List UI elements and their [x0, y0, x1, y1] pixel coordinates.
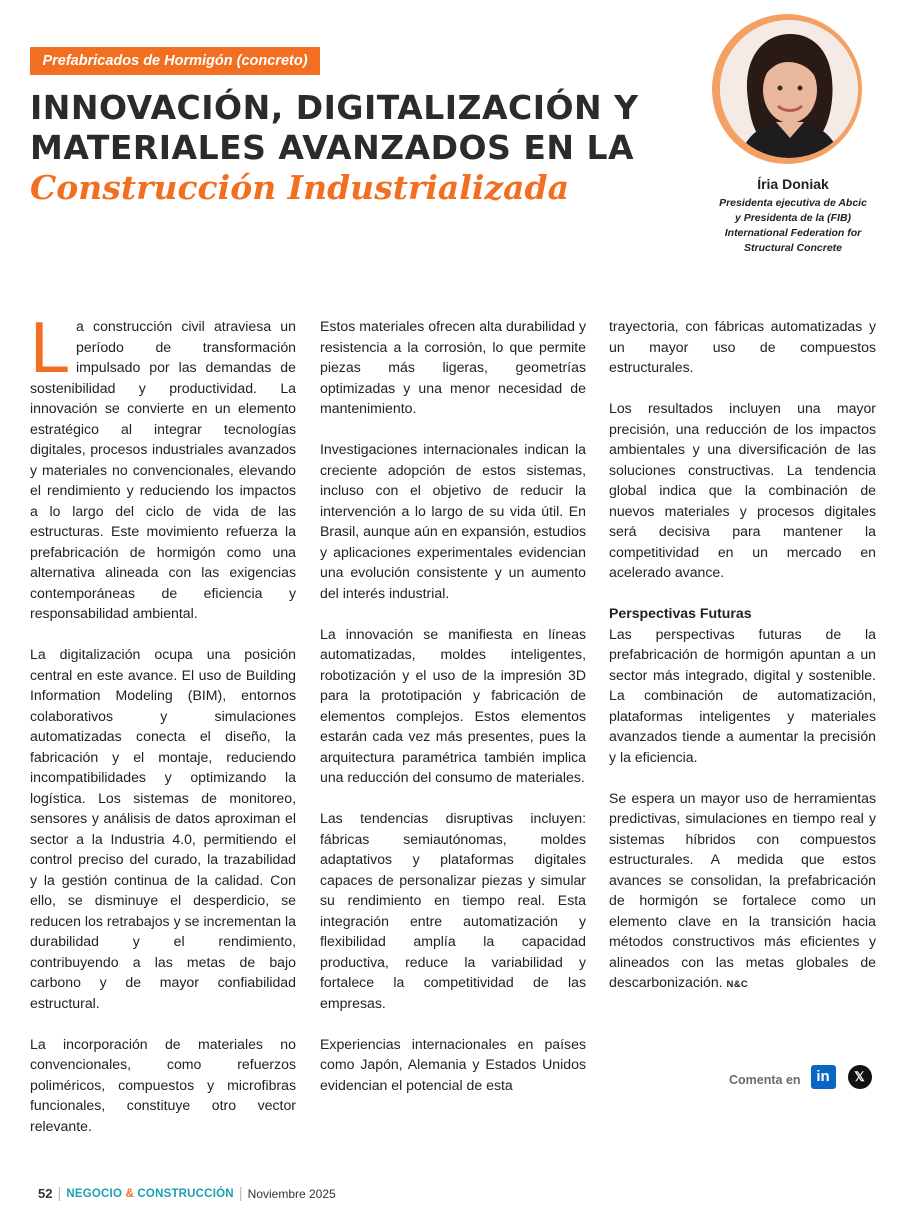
x-icon[interactable]: 𝕏 [848, 1065, 872, 1089]
headline-accent-line: Construcción Industrializada [30, 168, 569, 207]
footer-divider: | [57, 1185, 62, 1202]
author-role-line: y Presidenta de la (FIB) [734, 212, 852, 224]
article-column-1 [30, 308, 296, 1157]
headline-line-2: MATERIALES AVANZADOS EN LA [30, 128, 635, 167]
author-role [700, 196, 886, 256]
magazine-name [66, 1188, 233, 1200]
article-headline [30, 88, 670, 208]
section-tag: Prefabricados de Hormigón (concreto) [30, 47, 320, 75]
article-paragraph: La incorporación de materiales no convencionales, como refuerzos poliméricos, compuestos y microfibras funcionales, constituye otro vector relevante. [30, 1035, 296, 1134]
article-paragraph: La digitalización ocupa una posición central en este avance. El uso de Building Information Modeling (BIM), entornos colaborativos y simulaciones automatizadas conecta el diseño, la fabricación y el montaje, reduciendo incompatibilidades y optimizando la logística. Los sistemas de monitoreo, sensores y análisis de datos aproximan el sector a la Industria 4.0, permitiendo el control preciso del curado, la trazabilidad y la gestión continua de la calidad. Con ello, se disminuye el desperdicio, se reducen los retrabajos y se incrementan la durabilidad y el rendimiento, contribuyendo a las metas de bajo carbono y de mayor confiabilidad estructural. [30, 646, 296, 1011]
article-paragraph [609, 788, 876, 996]
issue-date: Noviembre 2025 [247, 1186, 336, 1201]
linkedin-icon[interactable]: in [811, 1065, 836, 1089]
magazine-name-amp: & [125, 1187, 135, 1200]
section-subheading: Perspectivas Futuras [609, 605, 752, 621]
author-photo-illustration [720, 20, 858, 158]
article-paragraph: La innovación se manifiesta en líneas automatizadas, moldes inteligentes, robotización y el uso de la impresión 3D para la prototipación y fabricación de elementos complejos. Estos elementos estarán cada vez más presentes, pues la arquitectura paramétrica también implica una reducción del consumo de materiales. [320, 625, 586, 785]
headline-line-1: INNOVACIÓN, DIGITALIZACIÓN Y [30, 88, 639, 127]
signoff-mark: N&C [726, 979, 749, 990]
author-role-line: Presidenta ejecutiva de Abcic [719, 197, 867, 209]
article-paragraph [609, 603, 876, 767]
article-paragraph: Los resultados incluyen una mayor precisión, una reducción de los impactos ambientales y una diversificación de las soluciones constructivas. La tendencia global indica que la combinación de nuevos materiales y procesos digitales será decisiva para mantener la competitividad en un mercado en acelerado avance. [609, 400, 876, 580]
comment-label: Comenta en [729, 1073, 801, 1087]
paragraph-text: Las perspectivas futuras de la prefabricación de hormigón apuntan a un sector más integrado, digital y sostenible. La combinación de automatización, plataformas inteligentes y materiales avanzados tiende a aumentar la precisión y la eficiencia. [609, 625, 876, 765]
paragraph-text: a construcción civil atraviesa un período de transformación impulsado por las demandas de sostenibilidad y productividad. La innovación se convierte en un elemento estratégico al integrar tecnologías digitales, procesos industriales avanzados y materiales no convencionales, elevando el rendimiento y reduciendo los impactos a lo largo del ciclo de vida de las estructuras. Este movimiento refuerza la prefabricación de hormigón como una alternativa alineada con las exigencias contemporáneas de eficiencia y responsabilidad ambiental. [30, 318, 296, 621]
author-name: Íria Doniak [757, 176, 829, 192]
drop-cap: L [30, 308, 71, 388]
page-number: 52 [38, 1186, 53, 1201]
article-paragraph: trayectoria, con fábricas automatizadas y un mayor uso de compuestos estructurales. [609, 318, 876, 375]
article-column-2 [320, 316, 586, 1116]
article-paragraph: Estos materiales ofrecen alta durabilidad y resistencia a la corrosión, lo que permite piezas más ligeras, geometrías optimizadas y una menor necesidad de mantenimiento. [320, 318, 586, 416]
author-portrait [712, 14, 872, 164]
magazine-name-part-2: CONSTRUCCIÓN [137, 1187, 234, 1200]
article-paragraph: Las tendencias disruptivas incluyen: fábricas semiautónomas, moldes adaptativos y plataformas digitales capaces de personalizar piezas y simular su rendimiento en tiempo real. Esta integración entre automatización y flexibilidad amplía la capacidad productiva, reduce la variabilidad y fortalece la competitividad de las empresas. [320, 810, 586, 1011]
page-footer [38, 1185, 336, 1202]
magazine-name-part-1: NEGOCIO [66, 1187, 123, 1200]
author-role-line: Structural Concrete [743, 242, 843, 254]
article-column-3 [609, 316, 876, 1016]
author-role-line: International Federation for [724, 227, 862, 239]
article-paragraph: Experiencias internacionales en países como Japón, Alemania y Estados Unidos evidencian el potencial de esta [320, 1035, 586, 1093]
author-photo [720, 20, 858, 158]
footer-divider: | [238, 1185, 243, 1202]
social-comment-bar [729, 1064, 872, 1090]
paragraph-text: Se espera un mayor uso de herramientas predictivas, simulaciones en tiempo real y sistemas híbridos con compuestos estructurales. A medida que estos avances se consolidan, la prefabricación de hormigón se fortalece como un elemento clave en la transición hacia métodos constructivos más eficientes y alineados con las metas globales de descarbonización. [609, 789, 876, 990]
article-paragraph [30, 308, 296, 624]
article-paragraph: Investigaciones internacionales indican la creciente adopción de estos sistemas, incluso con el objetivo de reducir la intervención a lo largo de su vida útil. En Brasil, aunque aún en expansión, estudios y aplicaciones experimentales evidencian una evolución consistente y un aumento del interés industrial. [320, 441, 586, 601]
